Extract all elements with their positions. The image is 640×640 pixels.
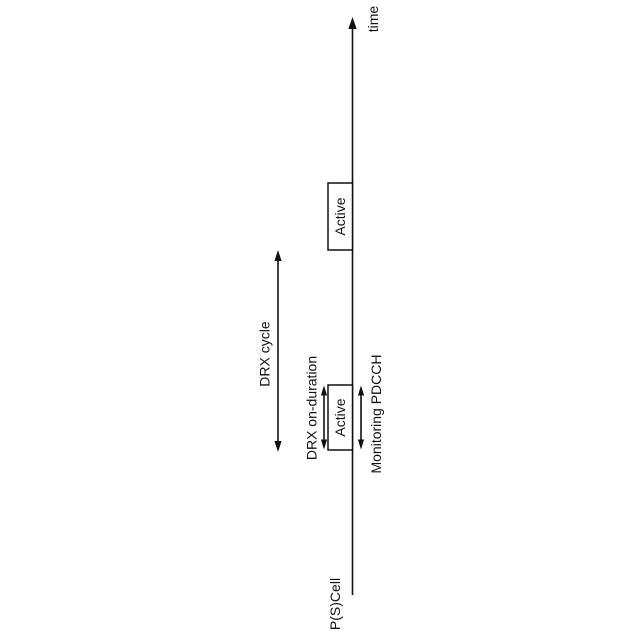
cell-label: P(S)Cell	[327, 577, 343, 631]
drx-on-duration-arrowhead-left-icon	[321, 440, 327, 450]
monitoring-pdcch-arrowhead-right-icon	[358, 386, 364, 396]
active-box-1-label: Active	[332, 398, 348, 437]
monitoring-pdcch-label: Monitoring PDCCH	[368, 354, 384, 474]
time-axis-label: time	[365, 5, 381, 33]
drx-on-duration-arrow	[321, 386, 327, 450]
drx-on-duration-arrowhead-right-icon	[321, 386, 327, 396]
time-axis-arrowhead-icon	[348, 17, 356, 29]
rotated-figure-group	[257, 6, 385, 630]
monitoring-pdcch-arrow	[358, 386, 364, 450]
monitoring-pdcch-arrowhead-left-icon	[358, 440, 364, 450]
drx-on-duration-label: DRX on-duration	[303, 355, 320, 461]
drx-cycle-arrowhead-left-icon	[274, 441, 281, 452]
drx-cycle-arrow	[274, 250, 281, 452]
drx-cycle-label: DRX cycle	[256, 321, 273, 387]
active-box-2-label: Active	[332, 197, 348, 236]
drx-cycle-arrowhead-right-icon	[274, 250, 281, 261]
